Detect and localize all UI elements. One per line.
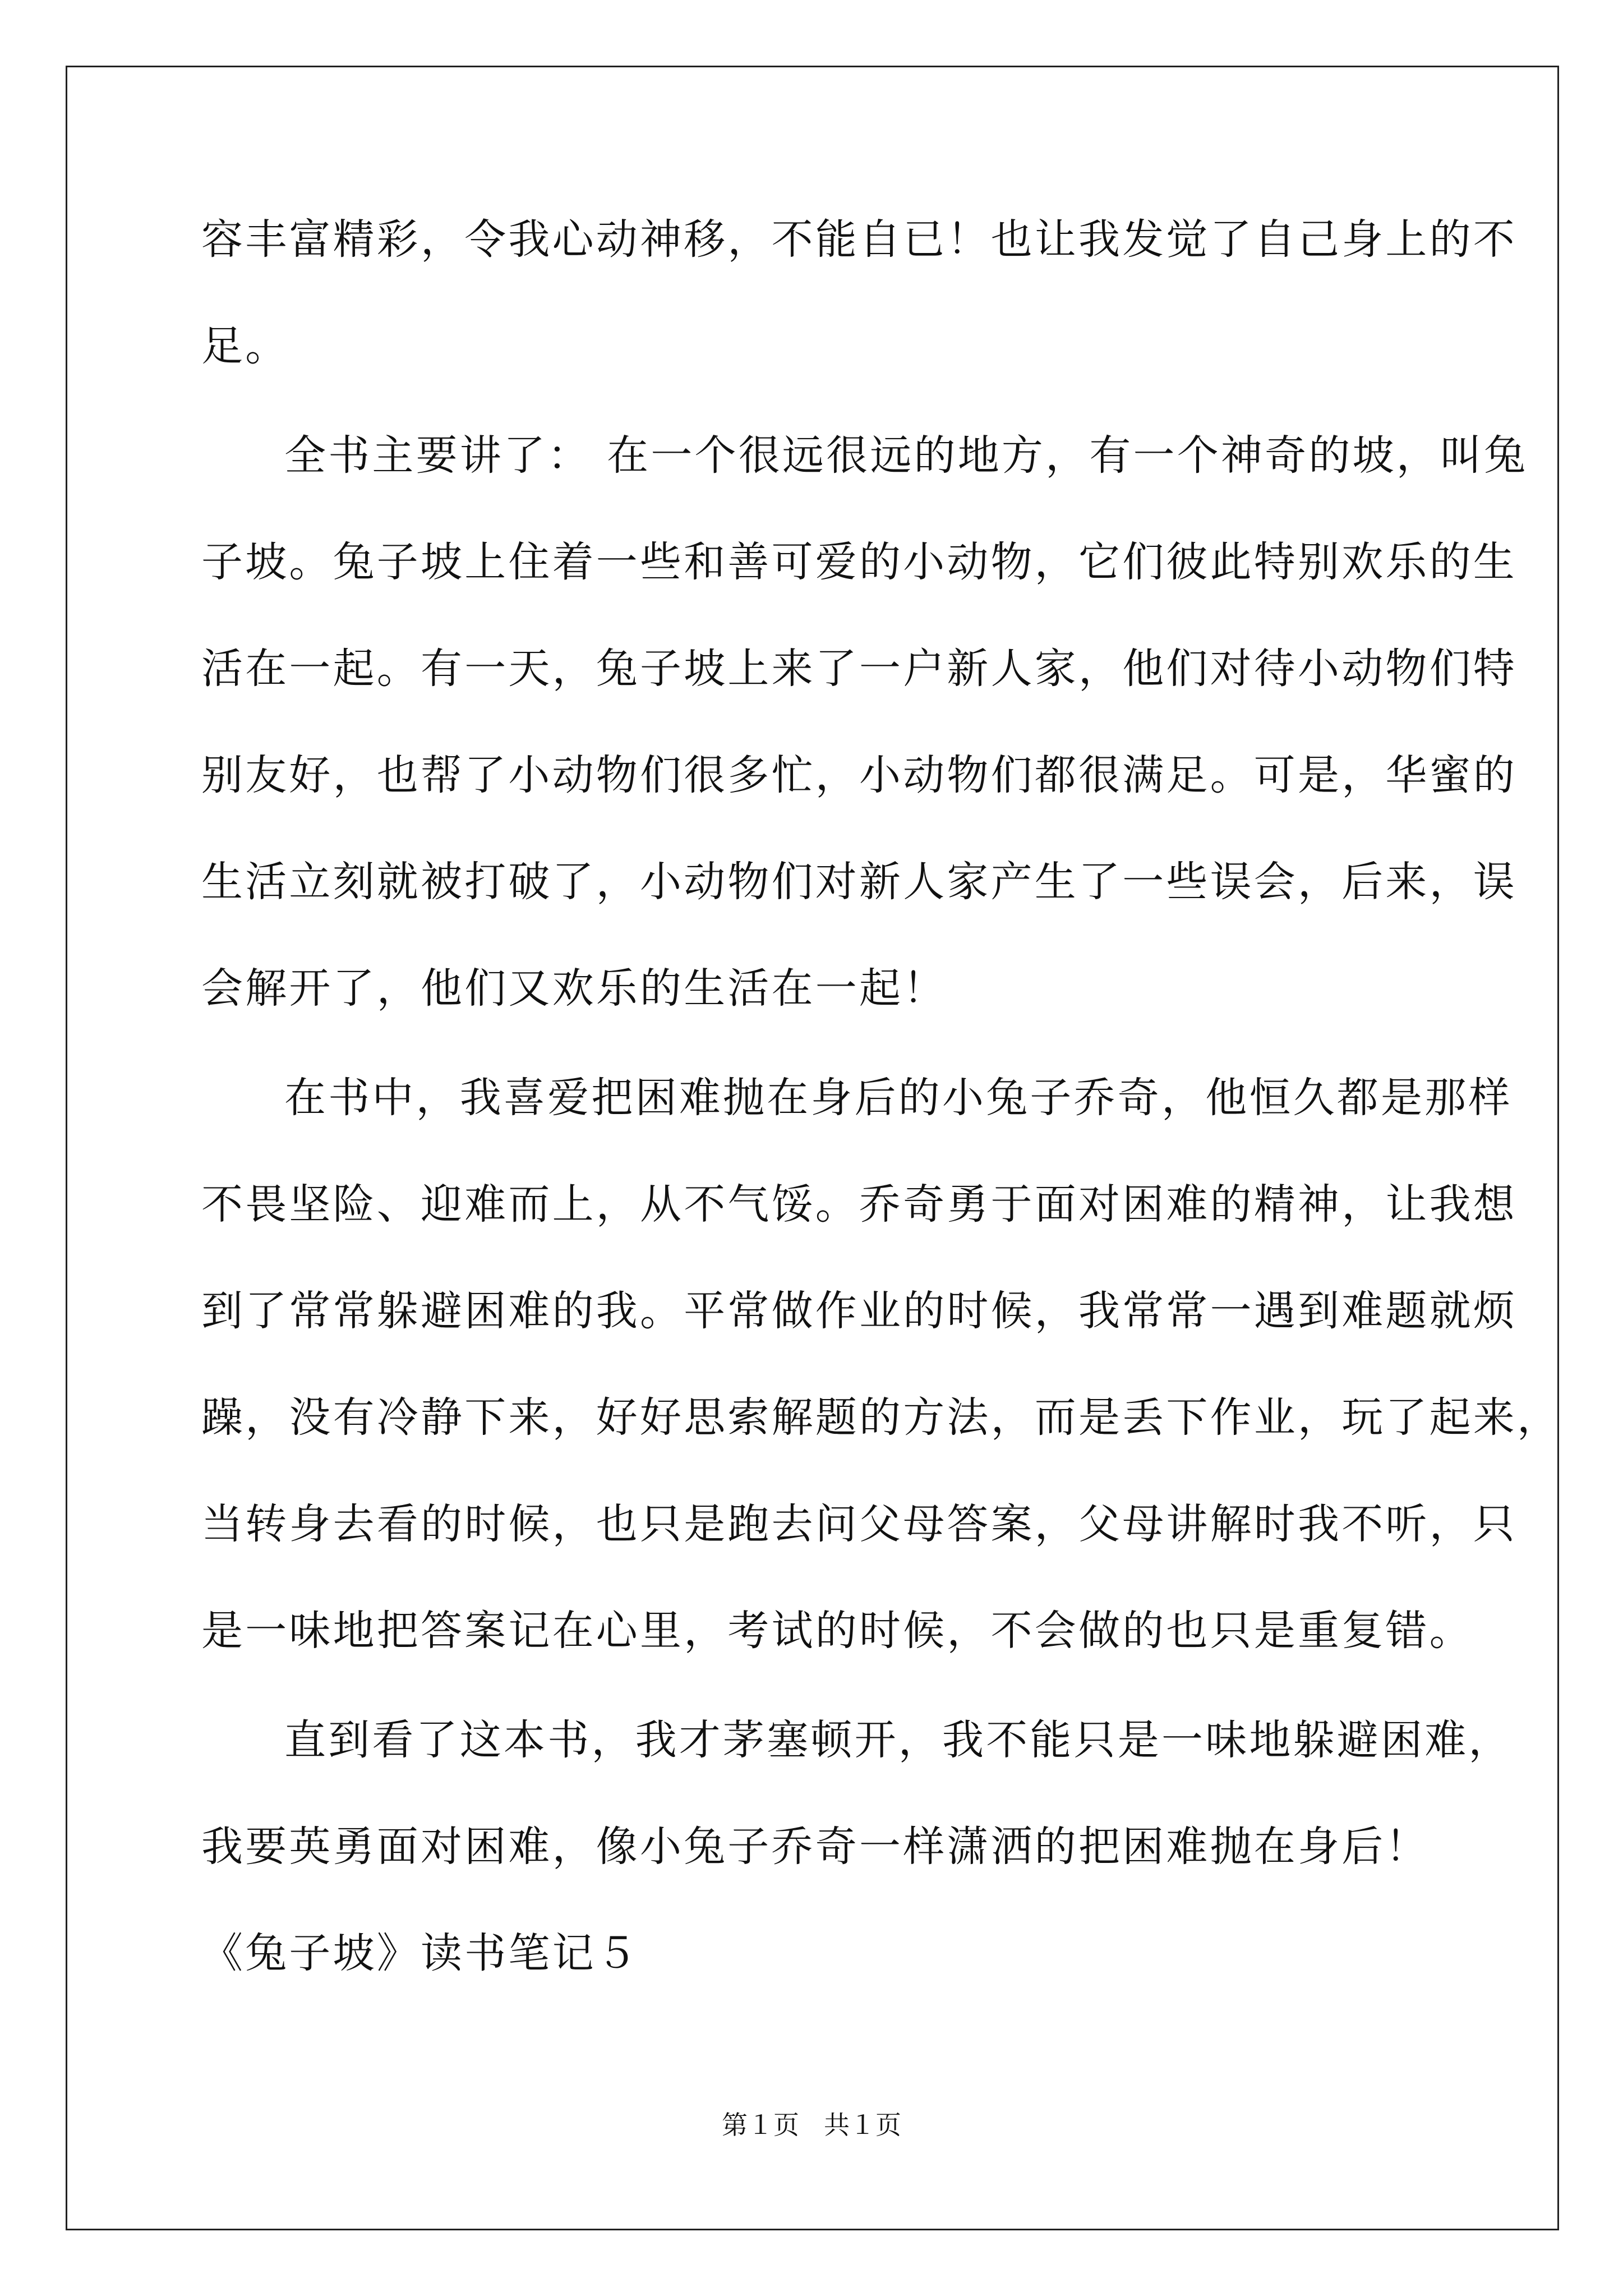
text-line: 活在一起。有一天，兔子坡上来了一户新人家，他们对待小动物们特 [201, 645, 1517, 693]
text-line: 是一味地把答案记在心里，考试的时候，不会做的也只是重复错。 [201, 1607, 1473, 1655]
text-line: 在书中，我喜爱把困难抛在身后的小兔子乔奇，他恒久都是那样 [284, 1074, 1513, 1122]
text-line: 子坡。兔子坡上住着一些和善可爱的小动物，它们彼此特别欢乐的生 [201, 538, 1517, 586]
page-number-total: 共１页 [824, 2110, 901, 2140]
text-line: 到了常常躲避困难的我。平常做作业的时候，我常常一遇到难题就烦 [201, 1287, 1517, 1335]
page-border [66, 66, 1559, 2230]
page-footer [0, 2108, 1623, 2142]
text-line: 全书主要讲了： 在一个很远很远的地方，有一个神奇的坡，叫兔 [284, 431, 1528, 480]
text-line: 直到看了这本书，我才茅塞顿开，我不能只是一味地躲避困难， [284, 1716, 1513, 1764]
text-line: 别友好，也帮了小动物们很多忙，小动物们都很满足。可是，华蜜的 [201, 751, 1517, 799]
text-line: 我要英勇面对困难，像小兔子乔奇一样潇洒的把困难抛在身后！ [201, 1823, 1430, 1871]
text-line: 容丰富精彩，令我心动神移，不能自已！也让我发觉了自己身上的不 [201, 215, 1517, 264]
text-line: 躁，没有冷静下来，好好思索解题的方法，而是丢下作业，玩了起来， [201, 1393, 1561, 1442]
text-line: 会解开了，他们又欢乐的生活在一起！ [201, 964, 947, 1013]
page-number-current: 第１页 [722, 2110, 799, 2140]
text-line: 当转身去看的时候，也只是跑去问父母答案，父母讲解时我不听，只 [201, 1500, 1517, 1548]
text-line: 生活立刻就被打破了，小动物们对新人家产生了一些误会，后来，误 [201, 858, 1517, 906]
section-heading: 《兔子坡》读书笔记５ [201, 1929, 640, 1977]
text-line: 足。 [201, 322, 289, 370]
text-line: 不畏坚险、迎难而上，从不气馁。乔奇勇于面对困难的精神，让我想 [201, 1180, 1517, 1228]
